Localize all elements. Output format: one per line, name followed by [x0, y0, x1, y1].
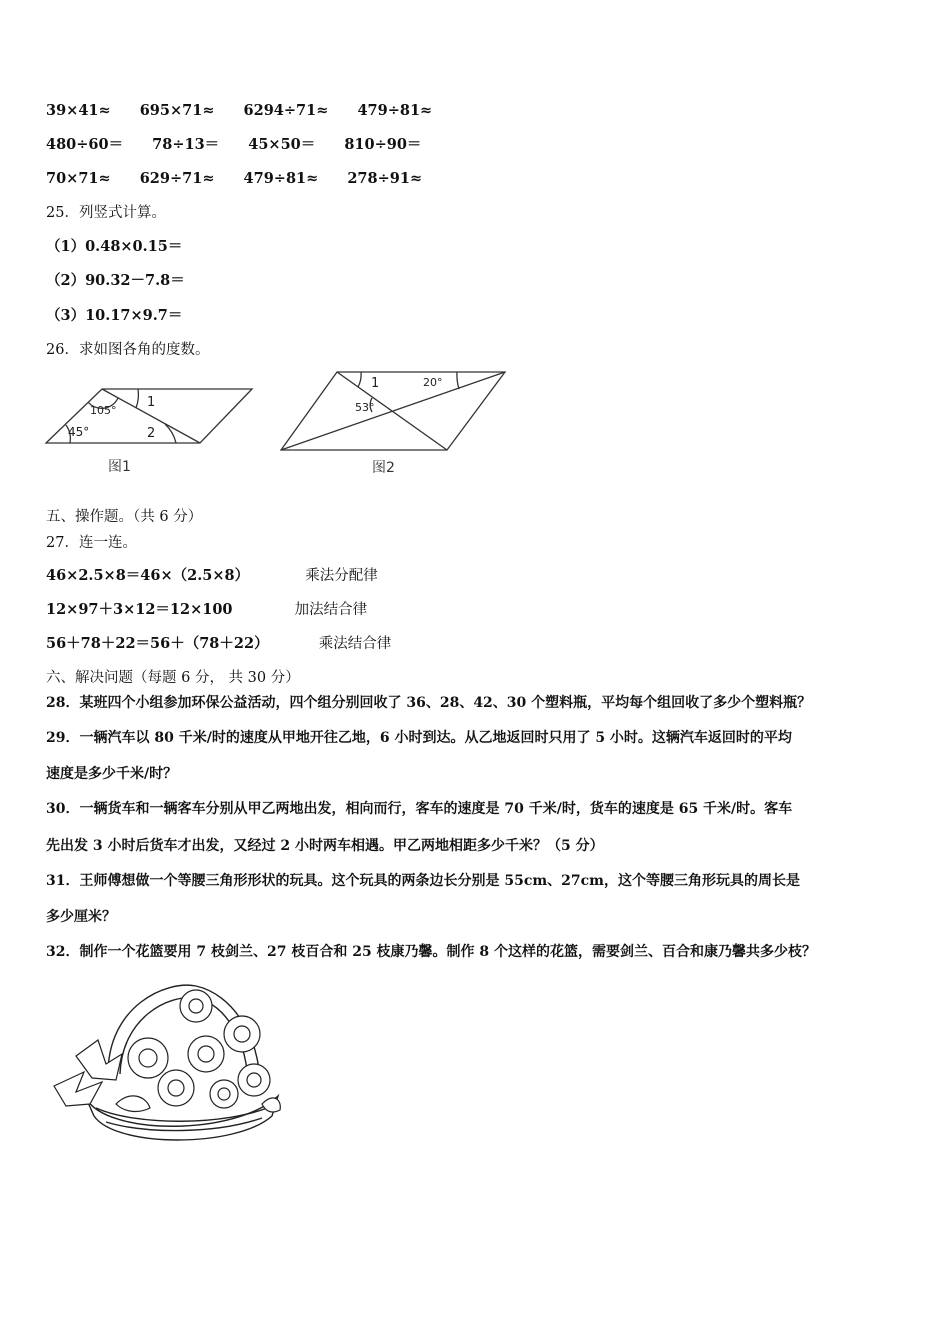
angle-label-45: 45°: [68, 425, 90, 439]
expr: 78÷13＝: [152, 136, 220, 153]
q27-title: 27．连一连。: [46, 535, 137, 551]
match-row-3: [46, 634, 391, 654]
q29-text-line-2: 速度是多少千米/时？: [46, 766, 178, 782]
estimate-row-1: [46, 101, 432, 121]
diagonal-2: [281, 372, 505, 450]
angle-label-20: 20°: [423, 376, 443, 389]
estimate-row-3: [46, 169, 422, 189]
angle-label-2: 2: [147, 426, 156, 441]
q31-text-line-2: 多少厘米？: [46, 909, 116, 925]
q25-title: 25．列竖式计算。: [46, 205, 166, 221]
leaf: [262, 1098, 280, 1112]
figure-1: [40, 378, 260, 478]
expr: 6294÷71≈: [243, 102, 329, 119]
figure-caption: 图1: [108, 459, 131, 475]
angle-label-1: 1: [371, 376, 380, 391]
expr: 278÷91≈: [347, 170, 423, 187]
expr: 45×50＝: [248, 136, 316, 153]
q29-text-line-1: 29．一辆汽车以 80 千米/时的速度从甲地开往乙地，6 小时到达。从乙地返回时只用了 5 小时。这辆汽车返回时的平均: [46, 730, 792, 746]
q31-text-line-1: 31．王师傅想做一个等腰三角形形状的玩具。这个玩具的两条边长分别是 55cm、27cm，这个等腰三角形玩具的周长是: [46, 873, 800, 889]
expr: 810÷90＝: [344, 136, 422, 153]
match-law: 加法结合律: [294, 602, 368, 618]
expr: 39×41≈: [46, 102, 111, 119]
match-law: 乘法分配律: [305, 568, 378, 584]
estimate-row-2: [46, 135, 421, 155]
expr: 70×71≈: [46, 170, 111, 187]
angle-label-53: 53°: [355, 401, 375, 414]
expr: 629÷71≈: [139, 170, 215, 187]
q30-text-line-1: 30．一辆货车和一辆客车分别从甲乙两地出发，相向而行，客车的速度是 70 千米/时，货车的速度是 65 千米/时。客车: [46, 801, 793, 817]
q25-item-2: （2）90.32－7.8＝: [46, 272, 185, 289]
angle-arc-1: [136, 389, 138, 408]
q25-item-3: （3）10.17×9.7＝: [46, 307, 183, 324]
expr: 479÷81≈: [357, 102, 433, 119]
match-expression: 12×97＋3×12＝12×100: [46, 601, 233, 618]
match-law: 乘法结合律: [318, 636, 392, 652]
match-expression: 46×2.5×8＝46×（2.5×8）: [46, 567, 250, 584]
angle-label-105: 105°: [90, 404, 117, 417]
angle-label-1: 1: [147, 395, 156, 410]
match-expression: 56＋78＋22＝56＋（78＋22）: [46, 635, 269, 652]
figure-2: [275, 364, 515, 480]
expr: 479÷81≈: [243, 170, 319, 187]
leaf: [116, 1096, 150, 1112]
expr: 480÷60＝: [46, 136, 124, 153]
q26-title: 26．求如图各角的度数。: [46, 342, 210, 358]
angle-arc-20: [457, 372, 459, 389]
match-row-1: [46, 566, 378, 586]
angle-arc-1: [358, 372, 361, 387]
section-6-title: 六、解决问题（每题 6 分， 共 30 分）: [46, 670, 300, 686]
q25-item-1: （1）0.48×0.15＝: [46, 238, 183, 255]
expr: 695×71≈: [139, 102, 215, 119]
figure-caption: 图2: [372, 460, 395, 476]
section-5-title: 五、操作题。（共 6 分）: [46, 509, 203, 525]
match-row-2: [46, 600, 367, 620]
q32-text: 32．制作一个花篮要用 7 枝剑兰、27 枝百合和 25 枝康乃馨。制作 8 个这样的花篮，需要剑兰、百合和康乃馨共多少枝？: [46, 944, 817, 960]
q30-text-line-2: 先出发 3 小时后货车才出发，又经过 2 小时两车相遇。甲乙两地相距多少千米？（5 分）: [46, 838, 604, 854]
q28-text: 28．某班四个小组参加环保公益活动，四个组分别回收了 36、28、42、30 个塑料瓶，平均每个组回收了多少个塑料瓶？: [46, 695, 812, 711]
flower-basket-illustration: [46, 976, 286, 1148]
